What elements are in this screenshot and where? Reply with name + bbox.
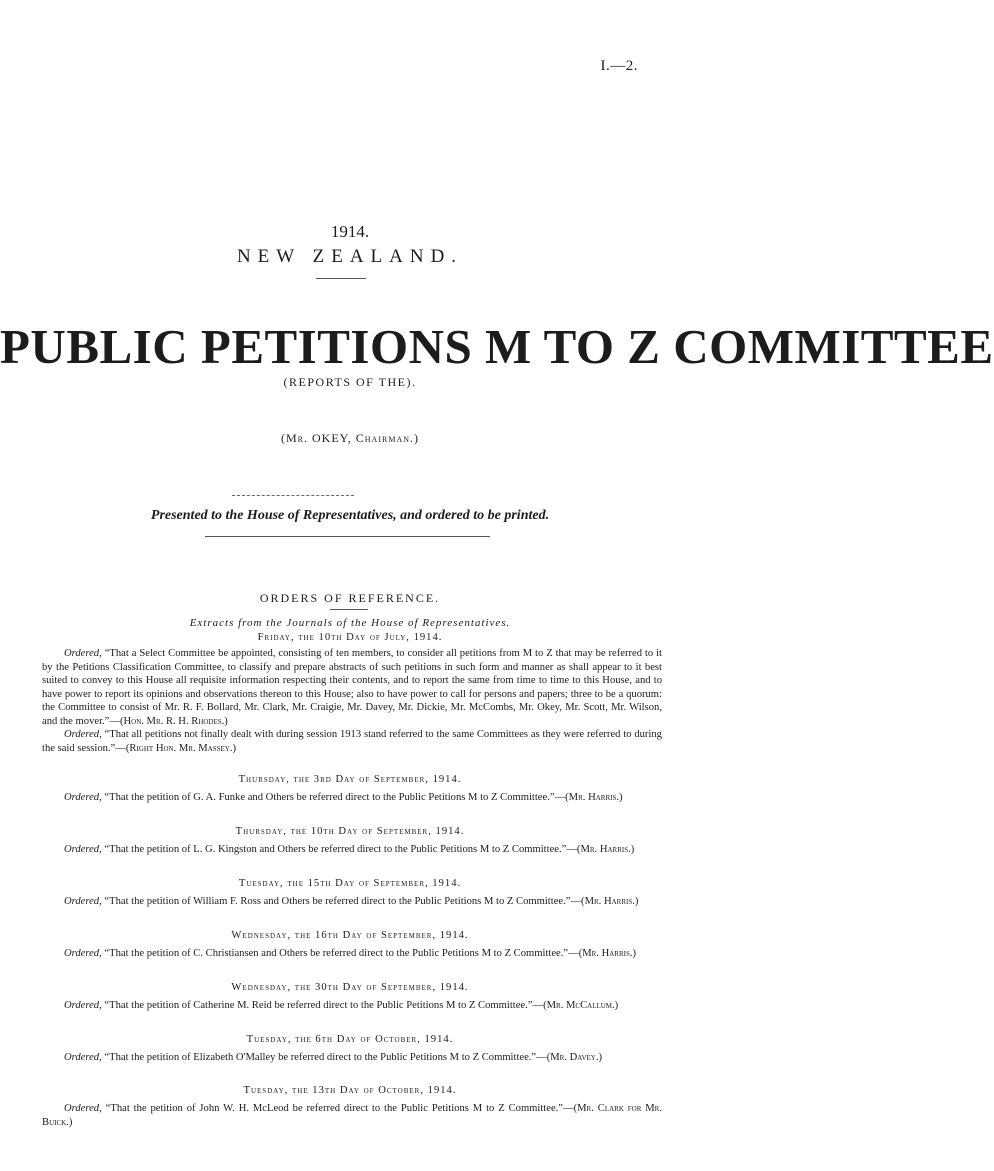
entry-date: Wednesday, the 30th Day of September, 1914. (231, 982, 469, 993)
order-mover: —(Mr. Clark for Mr. Buick.) (42, 1103, 662, 1128)
order-mover: —(Mr. McCallum.) (532, 1000, 619, 1011)
order-text: “That the petition of William F. Ross and Others be referred direct to the Public Petitions M to Z Committee.” (104, 896, 571, 907)
page-reference: I.—2. (600, 58, 638, 74)
entry-date: Friday, the 10th Day of July, 1914. (257, 632, 443, 643)
ordered-label: Ordered, (64, 792, 102, 803)
divider (330, 609, 368, 610)
ordered-label: Ordered, (64, 844, 102, 855)
order-text: “That the petition of Elizabeth O'Malley be referred direct to the Public Petitions M to Z Committee.” (104, 1052, 537, 1063)
order-mover: —(Mr. Harris.) (570, 896, 639, 907)
order-mover: —(Mr. Davey.) (536, 1052, 603, 1063)
ordered-label: Ordered, (64, 1103, 102, 1114)
order-paragraph (42, 999, 662, 1013)
entry-date: Tuesday, the 13th Day of October, 1914. (243, 1085, 457, 1096)
orders-heading: ORDERS OF REFERENCE. (259, 591, 441, 605)
order-mover: —(Hon. Mr. R. H. Rhodes.) (109, 715, 228, 727)
entry-date: Wednesday, the 16th Day of September, 1914. (231, 930, 469, 941)
entry-date: Thursday, the 3rd Day of September, 1914. (238, 774, 462, 785)
order-paragraph (42, 895, 662, 909)
order-paragraph (42, 791, 662, 805)
divider (316, 278, 366, 279)
order-text: “That the petition of Catherine M. Reid be referred direct to the Public Petitions M to Z Committee.” (104, 1000, 533, 1011)
order-mover: —(Mr. Harris.) (568, 948, 637, 959)
order-text: “That a Select Committee be appointed, consisting of ten members, to consider all petitions from M to Z that may be referred to it by the Petitions Classification Committee, to classify and prepare abstracts of such petitions in such form and manner as shall appear to it best suited to convey to this House all requisite information respecting their contents, and to report the same from time to time to this House, and to have power to report its opinions and observations thereon to this House; also to have power to call for persons and papers; three to be a quorum: the Committee to consist of Mr. R. F. Bollard, Mr. Clark, Mr. Craigie, Mr. Davey, Mr. Dickie, Mr. McCombs, Mr. Okey, Mr. Scott, Mr. Wilson, and the mover.” (42, 648, 662, 727)
order-mover: —(Mr. Harris.) (566, 844, 635, 855)
order-mover: —(Right Hon. Mr. Massey.) (115, 742, 237, 754)
entry-date: Tuesday, the 6th Day of October, 1914. (246, 1034, 454, 1045)
document-subtitle: (REPORTS OF THE). (283, 375, 417, 389)
order-text: “That the petition of L. G. Kingston and Others be referred direct to the Public Petitions M to Z Committee.” (104, 844, 567, 855)
ordered-label: Ordered, (64, 948, 102, 959)
order-mover: —(Mr. Harris.) (554, 792, 623, 803)
ordered-label: Ordered, (64, 896, 102, 907)
document-year: 1914. (330, 222, 370, 241)
divider (205, 536, 490, 537)
ordered-label: Ordered, (64, 1052, 102, 1063)
order-text: “That the petition of C. Christiansen and Others be referred direct to the Public Petitions M to Z Committee.” (104, 948, 569, 959)
ordered-label: Ordered, (64, 729, 102, 740)
order-paragraph (42, 647, 662, 728)
order-paragraph (42, 843, 662, 857)
presented-line: Presented to the House of Representatives, and ordered to be printed. (150, 508, 550, 523)
order-paragraph (42, 1051, 662, 1065)
entry-date: Thursday, the 10th Day of September, 1914. (235, 826, 465, 837)
order-paragraph (42, 947, 662, 961)
order-text: “That the petition of John W. H. McLeod be referred direct to the Public Petitions M to Z Committee.” (105, 1103, 564, 1114)
divider (232, 495, 354, 496)
chairman-line: (Mr. OKEY, Chairman.) (280, 431, 419, 445)
entry-date: Tuesday, the 15th Day of September, 1914. (238, 878, 462, 889)
order-paragraph (42, 1102, 662, 1129)
order-paragraph (42, 728, 662, 755)
order-text: “That the petition of G. A. Funke and Others be referred direct to the Public Petitions M to Z Committee.” (104, 792, 555, 803)
document-country: NEW ZEALAND. (236, 246, 464, 267)
document-title: PUBLIC PETITIONS M TO Z COMMITTEE (0, 319, 994, 374)
ordered-label: Ordered, (64, 648, 102, 659)
ordered-label: Ordered, (64, 1000, 102, 1011)
order-text: “That all petitions not finally dealt with during session 1913 stand referred to the same Committees as they were referred to during the said session.” (42, 729, 662, 754)
extracts-line: Extracts from the Journals of the House of Representatives. (189, 617, 511, 629)
